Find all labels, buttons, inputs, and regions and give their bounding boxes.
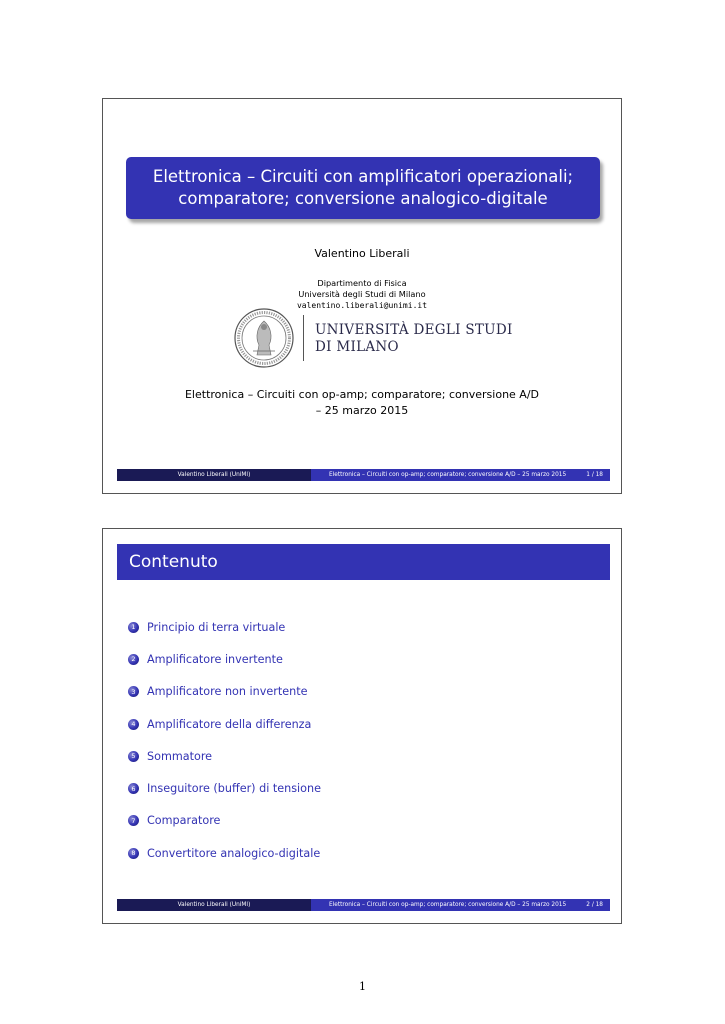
footer-author: Valentino Liberali (UniMI) xyxy=(117,469,311,481)
department: Dipartimento di Fisica xyxy=(317,278,407,288)
footer-page: 2 / 18 xyxy=(586,902,603,908)
toc-number-bullet: 3 xyxy=(128,686,139,697)
footer-right xyxy=(311,899,610,911)
slide-footer xyxy=(117,899,610,911)
toc-number-bullet: 1 xyxy=(128,622,139,633)
toc-link[interactable]: Amplificatore invertente xyxy=(147,652,283,666)
toc-item[interactable] xyxy=(128,676,321,708)
university: Università degli Studi di Milano xyxy=(298,289,426,299)
toc-link[interactable]: Comparatore xyxy=(147,814,221,828)
university-seal-icon xyxy=(233,307,295,369)
toc-number-bullet: 8 xyxy=(128,848,139,859)
footer-author: Valentino Liberali (UniMI) xyxy=(117,899,311,911)
toc-number-bullet: 7 xyxy=(128,815,139,826)
footer-title: Elettronica – Circuiti con op-amp; comparatore; conversione A/D – 25 marzo 2015 xyxy=(329,472,567,478)
toc-item[interactable] xyxy=(128,643,321,675)
university-logo xyxy=(233,307,513,369)
logo-line-1: UNIVERSITÀ DEGLI STUDI xyxy=(315,322,513,338)
subtitle-line-2: – 25 marzo 2015 xyxy=(315,404,409,417)
toc-link[interactable]: Amplificatore della differenza xyxy=(147,717,312,731)
toc-item[interactable] xyxy=(128,708,321,740)
toc-item[interactable] xyxy=(128,772,321,804)
toc-link[interactable]: Inseguitore (buffer) di tensione xyxy=(147,782,321,796)
toc-item[interactable] xyxy=(128,837,321,869)
author-name: Valentino Liberali xyxy=(314,247,410,260)
footer-right xyxy=(311,469,610,481)
email: valentino.liberali@unimi.it xyxy=(296,301,428,310)
logo-wordmark xyxy=(315,322,513,356)
table-of-contents xyxy=(128,611,321,869)
title-line-2: comparatore; conversione analogico-digitale xyxy=(178,189,548,208)
toc-number-bullet: 6 xyxy=(128,783,139,794)
title-line-1: Elettronica – Circuiti con amplificatori operazionali; xyxy=(152,167,574,186)
toc-number-bullet: 2 xyxy=(128,654,139,665)
slide-footer xyxy=(117,469,610,481)
slide-contents xyxy=(102,528,622,924)
toc-link[interactable]: Amplificatore non invertente xyxy=(147,685,308,699)
frame-title: Contenuto xyxy=(117,544,610,580)
subtitle xyxy=(103,387,621,419)
toc-item[interactable] xyxy=(128,740,321,772)
slide-title xyxy=(102,98,622,494)
footer-page: 1 / 18 xyxy=(586,472,603,478)
toc-link[interactable]: Principio di terra virtuale xyxy=(147,620,286,634)
logo-divider xyxy=(303,315,304,361)
toc-item[interactable] xyxy=(128,611,321,643)
page-number: 1 xyxy=(359,980,366,993)
logo-line-2: DI MILANO xyxy=(315,339,399,355)
title-block xyxy=(126,157,600,219)
toc-number-bullet: 4 xyxy=(128,719,139,730)
toc-item[interactable] xyxy=(128,805,321,837)
toc-link[interactable]: Convertitore analogico-digitale xyxy=(147,846,321,860)
subtitle-line-1: Elettronica – Circuiti con op-amp; comparatore; conversione A/D xyxy=(184,388,540,401)
footer-title: Elettronica – Circuiti con op-amp; comparatore; conversione A/D – 25 marzo 2015 xyxy=(329,902,567,908)
toc-number-bullet: 5 xyxy=(128,751,139,762)
toc-link[interactable]: Sommatore xyxy=(147,749,213,763)
